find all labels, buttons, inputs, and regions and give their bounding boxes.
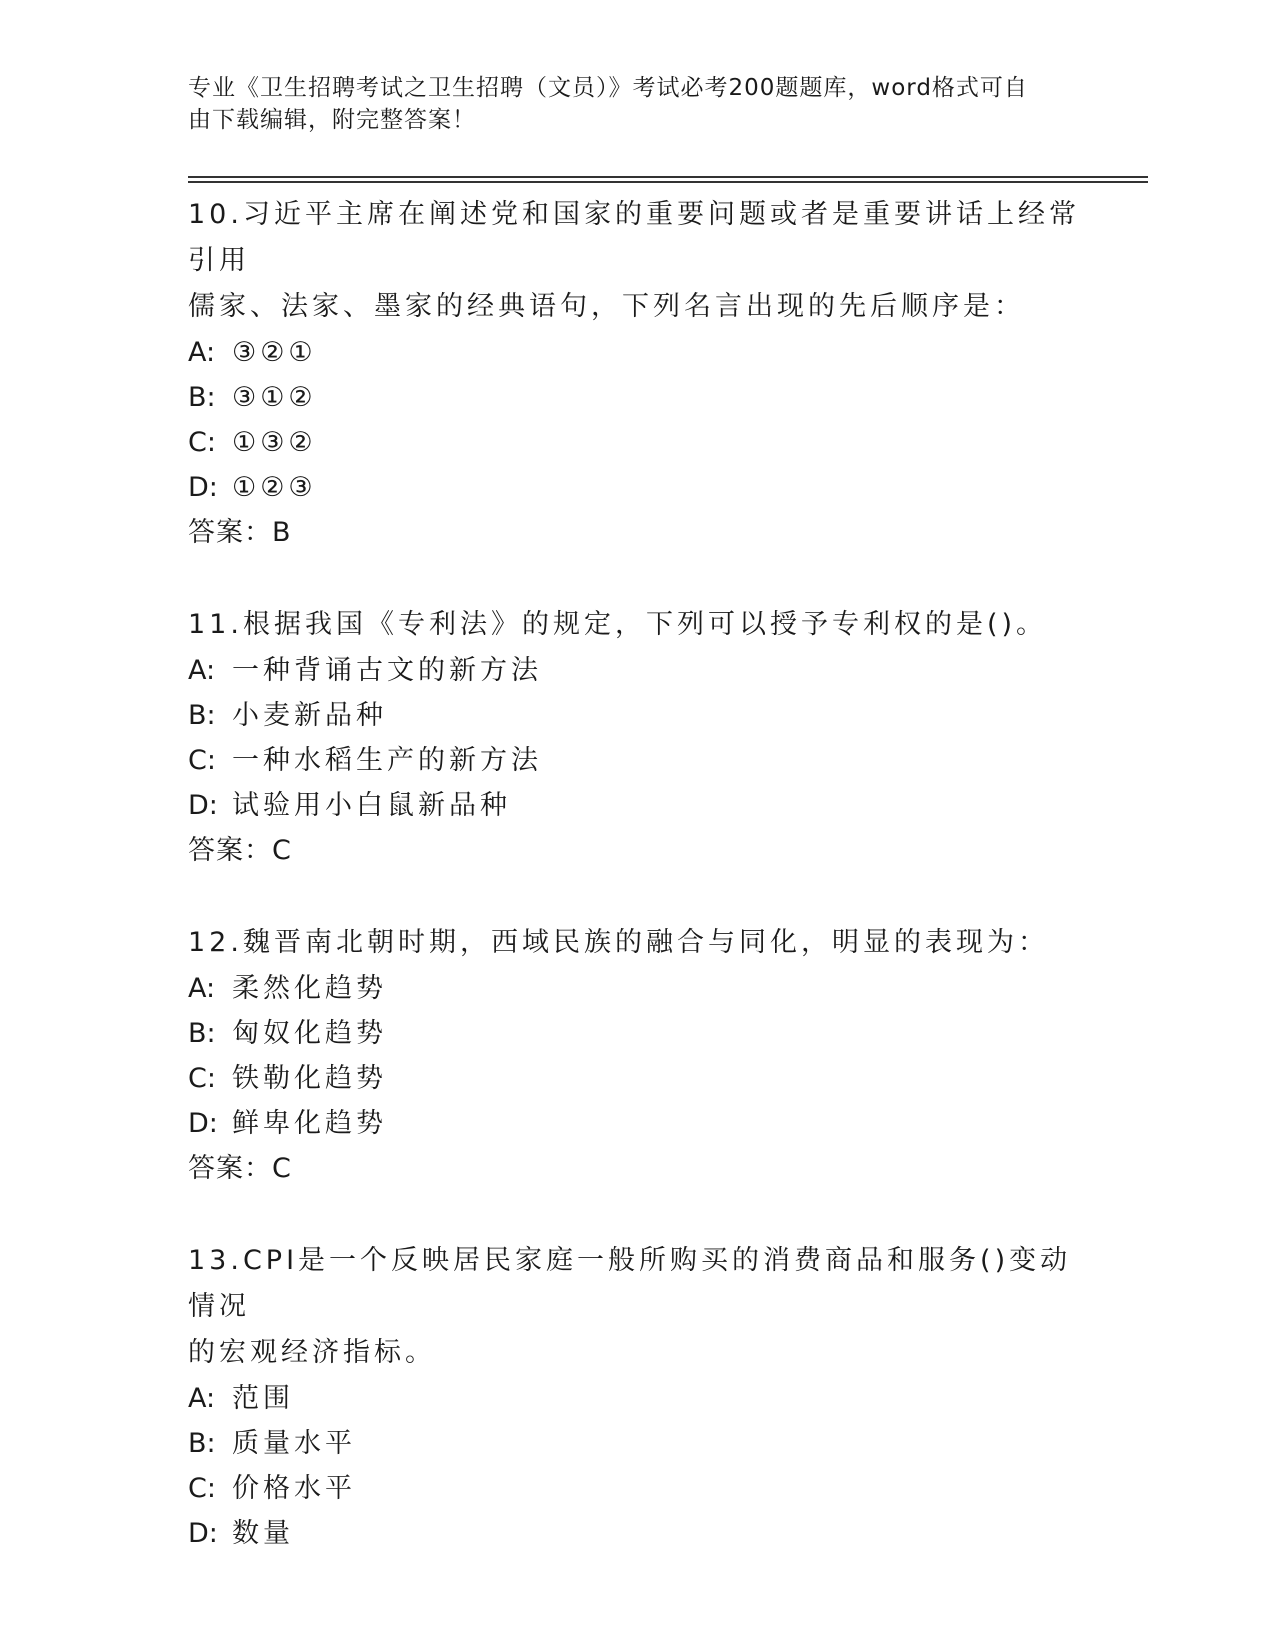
option-text: ①③② [232, 427, 317, 458]
option-key: D: [188, 1108, 218, 1139]
question-stem: 13.CPI是一个反映居民家庭一般所购买的消费商品和服务()变动情况 [188, 1245, 1072, 1322]
option-text: 一种水稻生产的新方法 [232, 745, 542, 776]
option-d [188, 465, 1088, 510]
option-d [188, 1101, 1088, 1146]
option-c [188, 738, 1088, 783]
document-header [188, 72, 1068, 136]
option-b [188, 1421, 1088, 1466]
option-key: C: [188, 427, 216, 458]
option-c [188, 1466, 1088, 1511]
question-spacer [188, 1192, 1088, 1238]
option-text: 数量 [232, 1518, 294, 1549]
option-a [188, 330, 1088, 375]
answer-line: 答案：C [188, 1153, 292, 1184]
question-item [188, 602, 1088, 874]
option-key: A: [188, 973, 216, 1004]
option-text: 匈奴化趋势 [232, 1018, 387, 1049]
question-stem: 11.根据我国《专利法》的规定，下列可以授予专利权的是()。 [188, 609, 1048, 640]
option-key: C: [188, 1063, 216, 1094]
option-key: D: [188, 472, 218, 503]
answer-line: 答案：B [188, 517, 292, 548]
option-a [188, 966, 1088, 1011]
question-item [188, 920, 1088, 1192]
option-b [188, 693, 1088, 738]
option-text: ③②① [232, 337, 317, 368]
question-stem: 的宏观经济指标。 [188, 1337, 436, 1368]
header-divider [188, 181, 1148, 183]
option-b [188, 1011, 1088, 1056]
option-key: B: [188, 382, 216, 413]
option-key: B: [188, 1428, 216, 1459]
option-text: 一种背诵古文的新方法 [232, 655, 542, 686]
option-key: B: [188, 1018, 216, 1049]
question-item [188, 192, 1088, 556]
option-text: 试验用小白鼠新品种 [232, 790, 511, 821]
option-text: 质量水平 [232, 1428, 356, 1459]
option-a [188, 648, 1088, 693]
option-text: 柔然化趋势 [232, 973, 387, 1004]
option-key: C: [188, 745, 216, 776]
option-key: C: [188, 1473, 216, 1504]
question-spacer [188, 874, 1088, 920]
option-a [188, 1376, 1088, 1421]
option-text: 价格水平 [232, 1473, 356, 1504]
option-text: 铁勒化趋势 [232, 1063, 387, 1094]
option-b [188, 375, 1088, 420]
answer-line: 答案：C [188, 835, 292, 866]
option-text: ①②③ [232, 472, 317, 503]
question-spacer [188, 556, 1088, 602]
option-d [188, 783, 1088, 828]
option-d [188, 1511, 1088, 1556]
option-text: 鲜卑化趋势 [232, 1108, 387, 1139]
option-text: ③①② [232, 382, 317, 413]
header-line: 由下载编辑，附完整答案！ [188, 107, 476, 133]
option-key: D: [188, 790, 218, 821]
question-item [188, 1238, 1088, 1556]
question-stem: 10.习近平主席在阐述党和国家的重要问题或者是重要讲话上经常引用 [188, 199, 1080, 276]
option-text: 范围 [232, 1383, 294, 1414]
option-key: A: [188, 1383, 216, 1414]
question-stem: 儒家、法家、墨家的经典语句，下列名言出现的先后顺序是： [188, 291, 1025, 322]
header-line: 专业《卫生招聘考试之卫生招聘（文员）》考试必考200题题库，word格式可自 [188, 75, 1028, 101]
question-stem: 12.魏晋南北朝时期，西域民族的融合与同化，明显的表现为： [188, 927, 1049, 958]
option-key: D: [188, 1518, 218, 1549]
header-divider [188, 176, 1148, 178]
option-key: B: [188, 700, 216, 731]
option-key: A: [188, 655, 216, 686]
option-text: 小麦新品种 [232, 700, 387, 731]
option-key: A: [188, 337, 216, 368]
option-c [188, 420, 1088, 465]
question-list [188, 192, 1088, 1556]
option-c [188, 1056, 1088, 1101]
